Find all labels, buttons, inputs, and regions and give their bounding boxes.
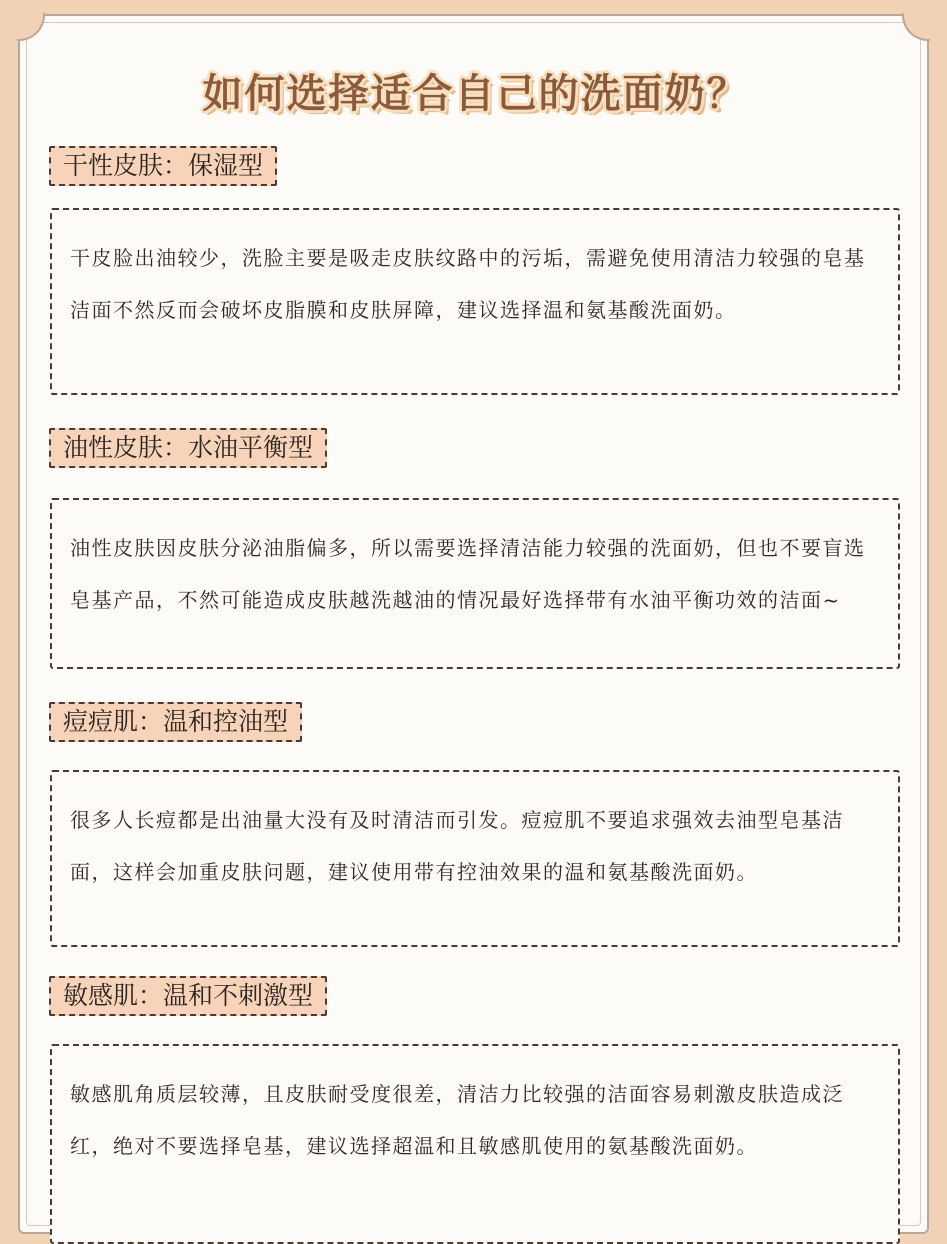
section-text-sensitive-skin: 敏感肌角质层较薄，且皮肤耐受度很差，清洁力比较强的洁面容易刺激皮肤造成泛红，绝对不要选择皂基，建议选择超温和且敏感肌使用的氨基酸洗面奶。 <box>70 1082 844 1158</box>
card-corner-top-left <box>17 13 45 41</box>
section-box-oily-skin <box>50 498 900 669</box>
section-label-sensitive-skin: 敏感肌：温和不刺激型 <box>49 976 327 1016</box>
content-card <box>18 14 929 1234</box>
section-label-dry-skin: 干性皮肤：保湿型 <box>49 146 277 186</box>
section-label-acne-skin: 痘痘肌：温和控油型 <box>49 702 302 742</box>
section-box-sensitive-skin <box>50 1044 900 1244</box>
section-text-acne-skin: 很多人长痘都是出油量大没有及时清洁而引发。痘痘肌不要追求强效去油型皂基洁面，这样会加重皮肤问题，建议使用带有控油效果的温和氨基酸洗面奶。 <box>70 808 844 884</box>
card-corner-top-right <box>902 13 930 41</box>
section-text-dry-skin: 干皮脸出油较少，洗脸主要是吸走皮肤纹路中的污垢，需避免使用清洁力较强的皂基洁面不然反而会破坏皮脂膜和皮肤屏障，建议选择温和氨基酸洗面奶。 <box>70 246 866 322</box>
page-title: 如何选择适合自己的洗面奶？ <box>202 71 749 117</box>
section-box-dry-skin <box>50 208 900 395</box>
section-box-acne-skin <box>50 770 900 947</box>
section-text-oily-skin: 油性皮肤因皮肤分泌油脂偏多，所以需要选择清洁能力较强的洗面奶，但也不要盲选皂基产品，不然可能造成皮肤越洗越油的情况最好选择带有水油平衡功效的洁面~ <box>70 536 866 612</box>
section-label-oily-skin: 油性皮肤：水油平衡型 <box>49 428 327 468</box>
